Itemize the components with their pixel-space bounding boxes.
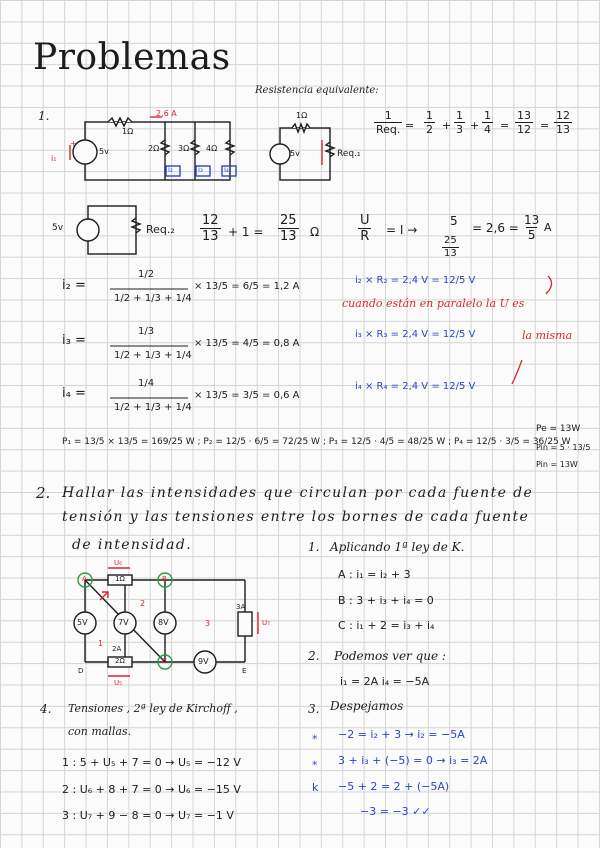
c1-r2-label: 2Ω (148, 144, 160, 153)
c4-r2-label: 2Ω (115, 657, 125, 665)
power-pin: Pin = 5 · 13/5 (536, 443, 591, 452)
power-pe: Pe = 13W (536, 424, 581, 434)
voltage-check-i4: i₄ × R₄ = 2,4 V = 12/5 V (355, 381, 476, 392)
req-f1: $\frac{1}{2}$ (426, 109, 433, 136)
note-arrow (546, 276, 552, 294)
ohm-res: = 2,6 = (472, 221, 519, 235)
resistor-1-symbol (108, 118, 132, 126)
c1-i4-label: i₄ (224, 166, 229, 174)
c4-loop1: 1 (98, 639, 104, 648)
step-2-values: i₁ = 2A i₄ = −5A (340, 675, 430, 688)
c4-s3A-label: 3A (236, 603, 246, 611)
step-4-title: Tensiones , 2ª ley de Kirchoff , (68, 702, 238, 715)
step-4-line-1: 1 : 5 + U₅ + 7 = 0 → U₅ = −12 V (62, 756, 241, 769)
problem-2-number: 2. (36, 484, 51, 502)
problem-2-line-2: tensión y las tensiones entre los bornes de cada fuente (62, 509, 530, 525)
req-eq-sign: = (405, 119, 415, 132)
i4-tail: × 13/5 = 3/5 = 0,6 A (194, 390, 300, 401)
voltage-check-i2: i₂ × R₂ = 2,4 V = 12/5 V (355, 275, 476, 286)
c4-v5-label: 5V (77, 618, 88, 627)
c4-v8-label: 8V (158, 618, 169, 627)
i2-den: 1/2 + 1/3 + 1/4 (114, 293, 192, 304)
req-plus-1: + (442, 119, 452, 132)
c1-r3-label: 3Ω (178, 144, 190, 153)
req2-plus: + 1 = (228, 225, 264, 239)
step-3-line-2: 3 + i₃ + (−5) = 0 → i₃ = 2A (338, 754, 488, 767)
c1-plus-label: + (70, 139, 77, 148)
req-eq-sign-3: = (540, 119, 550, 132)
c4-v9-label: 9V (198, 657, 209, 666)
step-2-title: Podemos ver que : (334, 649, 446, 663)
ohm-n: 5 (450, 214, 458, 228)
powers-line: P₁ = 13/5 × 13/5 = 169/25 W ; P₂ = 12/5 · 6/5 = 72/25 W ; P₃ = 12/5 · 4/5 = 48/25 W ; P₄ = 12/5 · 3/5 = 36/25 W (62, 437, 571, 447)
c4-s2A-label: 2A (112, 645, 122, 653)
circuit-3 (77, 206, 140, 254)
ohm-unit: A (544, 221, 552, 234)
c1-itotal-label: 2,6 A (156, 109, 177, 118)
step-1-A: A : i₁ = i₂ + 3 (338, 568, 411, 581)
c1-r4-label: 4Ω (206, 144, 218, 153)
req2-f: $\frac{12}{13}$ (202, 213, 219, 244)
node-D: D (78, 667, 84, 675)
problem-1-number: 1. (38, 109, 50, 123)
c2-r-label: 1Ω (296, 111, 308, 120)
i2-tail: × 13/5 = 6/5 = 1,2 A (194, 281, 300, 292)
step-1-C: C : i₁ + 2 = i₃ + i₄ (338, 619, 435, 632)
step-1-B: B : 3 + i₃ + i₄ = 0 (338, 594, 434, 607)
ohm-ur: $\frac{U}{R}$ (360, 213, 370, 244)
c3-req-label: Req.₂ (146, 223, 175, 236)
c1-source-label: 5v (99, 147, 109, 156)
problem-2-line-1: Hallar las intensidades que circulan por cada fuente de (62, 485, 534, 501)
ohm-eq: = I → (386, 223, 418, 237)
req-result: $\frac{13}{12}$ (517, 109, 531, 136)
c2-source-label: 5v (290, 149, 300, 158)
node-A: A (82, 575, 87, 583)
parallel-note-2: la misma (522, 329, 573, 342)
req2-result: $\frac{25}{13}$ (280, 213, 297, 244)
step-4-number: 4. (40, 702, 52, 716)
req-f3: $\frac{1}{4}$ (484, 109, 491, 136)
i3-top: 1/3 (138, 326, 155, 337)
step-4-subtitle: con mallas. (68, 725, 132, 738)
c1-i1-label: i₁ (51, 154, 57, 163)
req-plus-2: + (470, 119, 480, 132)
c2-req-label: Req.₁ (337, 149, 361, 159)
c4-u6-label: U₆ (114, 559, 122, 567)
req-note: Resistencia equivalente: (255, 85, 379, 96)
c4-r1-label: 1Ω (115, 575, 125, 583)
note-arrow-2 (512, 360, 522, 384)
ohm-den-frac: $\frac{25}{13}$ (444, 235, 457, 259)
c4-u7-label: U₇ (262, 619, 270, 627)
c4-loop2: 2 (140, 599, 146, 608)
c4-u5-label: U₅ (114, 679, 122, 687)
i2-top: 1/2 (138, 269, 155, 280)
step-3-title: Despejamos (330, 699, 404, 713)
circuit-2 (270, 124, 334, 180)
step-3-line-3: −5 + 2 = 2 + (−5A) (338, 780, 450, 793)
node-B: B (162, 575, 167, 583)
i3-label: i₃ = (62, 333, 86, 348)
step-3-bullet-2: ⁎ (312, 755, 318, 768)
req-eq-sign-2: = (500, 119, 510, 132)
step-3-line-1: −2 = i₂ + 3 → i₂ = −5A (338, 728, 465, 741)
c1-i3-label: i₃ (198, 166, 203, 174)
step-3-bullet-1: ⁎ (312, 729, 318, 742)
c4-v7-label: 7V (118, 618, 129, 627)
node-E: E (242, 667, 247, 675)
step-4-line-3: 3 : U₇ + 9 − 8 = 0 → U₇ = −1 V (62, 809, 234, 822)
parallel-note-1: cuando están en paralelo la U es (342, 297, 525, 310)
step-3-line-4: −3 = −3 ✓✓ (360, 805, 431, 818)
c3-source-label: 5v (52, 223, 64, 233)
i2-label: i₂ = (62, 278, 86, 293)
i4-top: 1/4 (138, 378, 155, 389)
i4-den: 1/2 + 1/3 + 1/4 (114, 402, 192, 413)
node-C: C (162, 657, 167, 665)
step-2-number: 2. (308, 649, 320, 663)
voltage-check-i3: i₃ × R₃ = 2,4 V = 12/5 V (355, 329, 476, 340)
step-3-bullet-3: k (312, 781, 319, 794)
page-title: Problemas (33, 37, 231, 78)
req-f2: $\frac{1}{3}$ (456, 109, 463, 136)
step-3-number: 3. (308, 702, 320, 716)
req2-unit: Ω (310, 225, 320, 239)
c4-loop3: 3 (205, 619, 211, 628)
problem-2-line-3: de intensidad. (72, 537, 193, 553)
c1-r1-label: 1Ω (122, 127, 134, 136)
c1-i2-label: i₂ (168, 166, 173, 174)
step-1-number: 1. (308, 540, 320, 554)
i4-label: i₄ = (62, 386, 86, 401)
req-lhs: 1 Req. (376, 109, 401, 136)
power-pin-2: Pin = 13W (536, 460, 578, 469)
req-inverse: $\frac{12}{13}$ (556, 109, 570, 136)
i3-den: 1/2 + 1/3 + 1/4 (114, 350, 192, 361)
step-1-title: Aplicando 1ª ley de K. (330, 540, 465, 554)
ohm-fr: $\frac{13}{5}$ (524, 213, 540, 242)
i3-tail: × 13/5 = 4/5 = 0,8 A (194, 338, 300, 349)
step-4-line-2: 2 : U₆ + 8 + 7 = 0 → U₆ = −15 V (62, 783, 241, 796)
